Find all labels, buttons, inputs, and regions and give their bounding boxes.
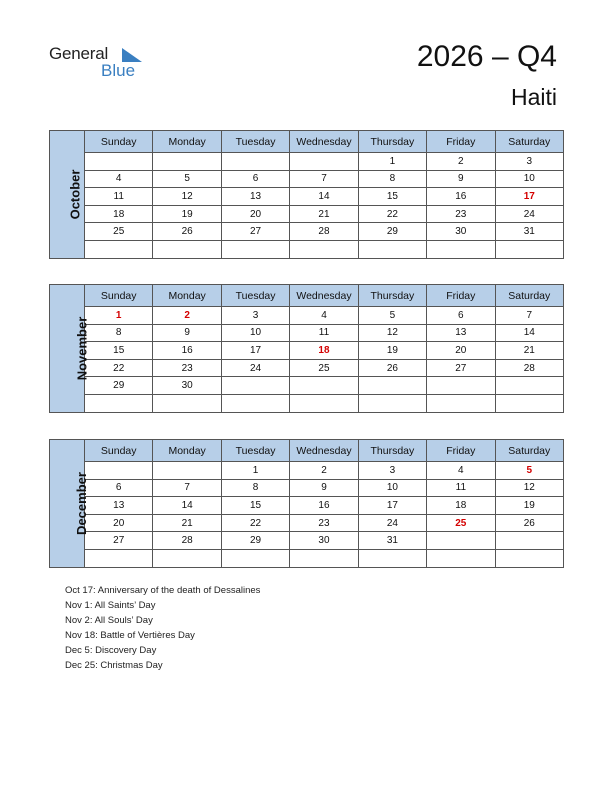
day-cell: 2 (290, 462, 358, 480)
day-cell: 6 (85, 479, 153, 497)
weekday-header: Friday (427, 285, 495, 307)
day-cell: 11 (427, 479, 495, 497)
day-cell: 20 (221, 205, 289, 223)
empty-day-cell (427, 394, 495, 412)
weekday-header: Sunday (85, 285, 153, 307)
weekday-header: Monday (153, 285, 221, 307)
month-label: December (73, 471, 89, 535)
weekday-header: Thursday (358, 131, 426, 153)
day-cell: 28 (290, 223, 358, 241)
weekday-header: Monday (153, 131, 221, 153)
week-row (50, 359, 564, 377)
day-cell: 27 (85, 532, 153, 550)
day-cell: 17 (221, 342, 289, 360)
day-cell: 30 (427, 223, 495, 241)
empty-day-cell (358, 394, 426, 412)
day-cell: 26 (495, 514, 563, 532)
weekday-header: Wednesday (290, 285, 358, 307)
day-cell: 4 (290, 307, 358, 325)
empty-day-cell (221, 549, 289, 567)
week-row (50, 394, 564, 412)
empty-day-cell (427, 377, 495, 395)
holiday-note: Dec 5: Discovery Day (65, 645, 157, 656)
week-row (50, 324, 564, 342)
week-row (50, 307, 564, 325)
day-cell: 1 (221, 462, 289, 480)
empty-day-cell (358, 377, 426, 395)
day-cell: 3 (495, 153, 563, 171)
day-cell: 4 (85, 170, 153, 188)
day-cell: 16 (290, 497, 358, 515)
day-cell: 22 (221, 514, 289, 532)
empty-day-cell (495, 377, 563, 395)
holiday-notes (65, 583, 260, 673)
day-cell: 24 (221, 359, 289, 377)
day-cell: 22 (358, 205, 426, 223)
day-cell: 9 (427, 170, 495, 188)
day-cell: 5 (358, 307, 426, 325)
day-cell: 22 (85, 359, 153, 377)
brand-blue: Blue (101, 61, 136, 80)
day-cell: 8 (221, 479, 289, 497)
month-table (49, 130, 564, 259)
day-cell: 1 (358, 153, 426, 171)
empty-day-cell (153, 394, 221, 412)
day-cell: 7 (495, 307, 563, 325)
holiday-note: Dec 25: Christmas Day (65, 660, 163, 671)
empty-day-cell (290, 240, 358, 258)
day-cell: 11 (290, 324, 358, 342)
brand-triangle-icon (122, 48, 142, 62)
day-cell: 7 (290, 170, 358, 188)
day-cell: 30 (290, 532, 358, 550)
day-cell: 28 (495, 359, 563, 377)
empty-day-cell (427, 532, 495, 550)
brand-general: General (49, 44, 109, 63)
day-cell: 23 (427, 205, 495, 223)
holiday-note: Nov 2: All Souls’ Day (65, 615, 153, 626)
day-cell: 10 (221, 324, 289, 342)
weekday-header: Thursday (358, 440, 426, 462)
weekday-header: Monday (153, 440, 221, 462)
holiday-note: Nov 18: Battle of Vertières Day (65, 630, 195, 641)
day-cell: 20 (85, 514, 153, 532)
day-cell: 2 (427, 153, 495, 171)
empty-day-cell (153, 549, 221, 567)
day-cell: 17 (495, 188, 563, 206)
empty-day-cell (290, 153, 358, 171)
month-label-cell (50, 131, 85, 259)
day-cell: 21 (495, 342, 563, 360)
week-row (50, 223, 564, 241)
day-cell: 19 (495, 497, 563, 515)
day-cell: 14 (495, 324, 563, 342)
day-cell: 20 (427, 342, 495, 360)
empty-day-cell (153, 240, 221, 258)
day-cell: 4 (427, 462, 495, 480)
day-cell: 29 (85, 377, 153, 395)
month-label-cell (50, 285, 90, 413)
day-cell: 15 (221, 497, 289, 515)
day-cell: 9 (290, 479, 358, 497)
empty-day-cell (495, 394, 563, 412)
day-cell: 26 (153, 223, 221, 241)
week-row (50, 342, 564, 360)
day-cell: 2 (153, 307, 221, 325)
week-row (50, 462, 564, 480)
empty-day-cell (290, 377, 358, 395)
day-cell: 25 (290, 359, 358, 377)
day-cell: 11 (85, 188, 153, 206)
day-cell: 5 (495, 462, 563, 480)
day-cell: 8 (358, 170, 426, 188)
day-cell: 24 (358, 514, 426, 532)
day-cell: 25 (427, 514, 495, 532)
week-row (50, 532, 564, 550)
empty-day-cell (85, 153, 153, 171)
day-cell: 10 (358, 479, 426, 497)
empty-day-cell (495, 240, 563, 258)
week-row (50, 514, 564, 532)
day-cell: 29 (358, 223, 426, 241)
day-cell: 13 (85, 497, 153, 515)
day-cell: 28 (153, 532, 221, 550)
day-cell: 1 (85, 307, 153, 325)
weekday-header: Tuesday (221, 131, 289, 153)
empty-day-cell (290, 394, 358, 412)
day-cell: 17 (358, 497, 426, 515)
week-row (50, 377, 564, 395)
day-cell: 26 (358, 359, 426, 377)
day-cell: 8 (85, 324, 153, 342)
day-cell: 30 (153, 377, 221, 395)
weekday-header-row (50, 285, 564, 307)
empty-day-cell (358, 549, 426, 567)
empty-day-cell (495, 532, 563, 550)
empty-day-cell (427, 549, 495, 567)
weekday-header-row (50, 131, 564, 153)
weekday-header: Sunday (85, 131, 153, 153)
weekday-header: Tuesday (221, 440, 289, 462)
week-row (50, 188, 564, 206)
day-cell: 7 (153, 479, 221, 497)
day-cell: 19 (153, 205, 221, 223)
day-cell: 12 (153, 188, 221, 206)
month-table (49, 439, 564, 568)
empty-day-cell (85, 240, 153, 258)
weekday-header: Friday (427, 131, 495, 153)
day-cell: 15 (358, 188, 426, 206)
weekday-header: Wednesday (290, 440, 358, 462)
day-cell: 12 (358, 324, 426, 342)
brand-logo (49, 44, 149, 84)
empty-day-cell (85, 549, 153, 567)
holiday-note: Nov 1: All Saints’ Day (65, 600, 156, 611)
empty-day-cell (153, 462, 221, 480)
day-cell: 31 (495, 223, 563, 241)
day-cell: 18 (290, 342, 358, 360)
week-row (50, 479, 564, 497)
country-name: Haiti (510, 84, 557, 110)
day-cell: 23 (153, 359, 221, 377)
day-cell: 27 (221, 223, 289, 241)
week-row (50, 153, 564, 171)
day-cell: 12 (495, 479, 563, 497)
day-cell: 19 (358, 342, 426, 360)
page-title: 2026 – Q4 (416, 40, 557, 73)
weekday-header: Thursday (358, 285, 426, 307)
day-cell: 5 (153, 170, 221, 188)
day-cell: 6 (427, 307, 495, 325)
day-cell: 29 (221, 532, 289, 550)
empty-day-cell (221, 240, 289, 258)
empty-day-cell (85, 394, 153, 412)
empty-day-cell (358, 240, 426, 258)
day-cell: 14 (153, 497, 221, 515)
empty-day-cell (221, 394, 289, 412)
day-cell: 23 (290, 514, 358, 532)
weekday-header-row (50, 440, 564, 462)
day-cell: 6 (221, 170, 289, 188)
day-cell: 3 (358, 462, 426, 480)
weekday-header: Wednesday (290, 131, 358, 153)
week-row (50, 549, 564, 567)
day-cell: 3 (221, 307, 289, 325)
day-cell: 24 (495, 205, 563, 223)
day-cell: 27 (427, 359, 495, 377)
month-label: October (67, 169, 83, 220)
weekday-header: Saturday (495, 131, 563, 153)
day-cell: 16 (153, 342, 221, 360)
weekday-header: Friday (427, 440, 495, 462)
day-cell: 31 (358, 532, 426, 550)
month-table (49, 284, 564, 413)
weekday-header: Sunday (85, 440, 153, 462)
week-row (50, 170, 564, 188)
empty-day-cell (153, 153, 221, 171)
week-row (50, 240, 564, 258)
day-cell: 15 (85, 342, 153, 360)
holiday-note: Oct 17: Anniversary of the death of Dessalines (65, 585, 261, 596)
weekday-header: Saturday (495, 285, 563, 307)
day-cell: 16 (427, 188, 495, 206)
day-cell: 13 (221, 188, 289, 206)
weekday-header: Tuesday (221, 285, 289, 307)
day-cell: 14 (290, 188, 358, 206)
month-label: November (74, 316, 90, 381)
day-cell: 9 (153, 324, 221, 342)
weekday-header: Saturday (495, 440, 563, 462)
empty-day-cell (221, 377, 289, 395)
day-cell: 21 (153, 514, 221, 532)
empty-day-cell (221, 153, 289, 171)
week-row (50, 205, 564, 223)
empty-day-cell (290, 549, 358, 567)
day-cell: 25 (85, 223, 153, 241)
empty-day-cell (85, 462, 153, 480)
day-cell: 21 (290, 205, 358, 223)
empty-day-cell (495, 549, 563, 567)
week-row (50, 497, 564, 515)
day-cell: 13 (427, 324, 495, 342)
month-label-cell (50, 440, 89, 568)
day-cell: 10 (495, 170, 563, 188)
empty-day-cell (427, 240, 495, 258)
day-cell: 18 (427, 497, 495, 515)
day-cell: 18 (85, 205, 153, 223)
